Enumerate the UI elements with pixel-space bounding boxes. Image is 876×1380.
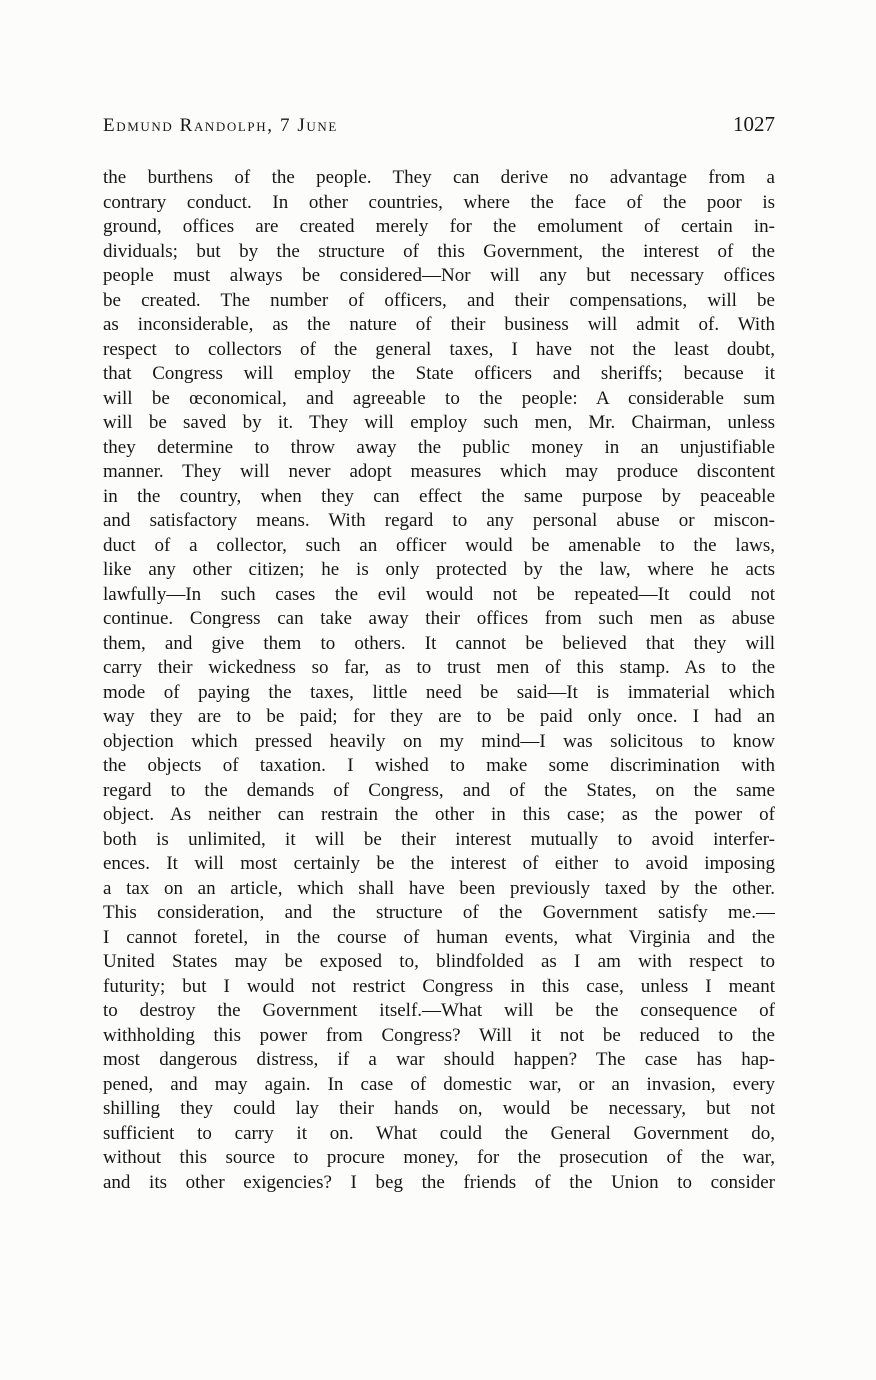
text-line: without this source to procure money, for the prosecution of the war, — [103, 1147, 775, 1168]
text-line: United States may be exposed to, blindfolded as I am with respect to — [103, 951, 775, 972]
text-line: sufficient to carry it on. What could the General Government do, — [103, 1122, 775, 1144]
text-line: continue. Congress can take away their offices from such men as abuse — [103, 608, 775, 629]
text-line: manner. They will never adopt measures which may produce discontent — [103, 461, 775, 482]
text-line: carry their wickedness so far, as to trust men of this stamp. As to the — [103, 657, 775, 678]
text-line: in the country, when they can effect the same purpose by peaceable — [103, 485, 775, 507]
text-line: contrary conduct. In other countries, where the face of the poor is — [103, 191, 775, 213]
page-number: 1027 — [733, 112, 775, 136]
text-line: mode of paying the taxes, little need be said—It is immaterial which — [103, 681, 775, 703]
text-line: regard to the demands of Congress, and of the States, on the same — [103, 779, 775, 801]
text-line: I cannot foretel, in the course of human events, what Virginia and the — [103, 926, 775, 948]
text-line: as inconsiderable, as the nature of their business will admit of. With — [103, 314, 775, 335]
text-line: and its other exigencies? I beg the friends of the Union to consider — [103, 1171, 775, 1193]
text-line: most dangerous distress, if a war should happen? The case has hap- — [103, 1049, 775, 1070]
text-line: duct of a collector, such an officer would be amenable to the laws, — [103, 534, 775, 556]
text-line: ences. It will most certainly be the interest of either to avoid imposing — [103, 853, 775, 874]
text-line: will be saved by it. They will employ such men, Mr. Chairman, unless — [103, 412, 775, 433]
text-line: be created. The number of officers, and their compensations, will be — [103, 289, 775, 311]
text-line: object. As neither can restrain the other in this case; as the power of — [103, 804, 775, 825]
text-line: a tax on an article, which shall have been previously taxed by the other. — [103, 877, 775, 899]
running-title: Edmund Randolph, 7 June — [103, 115, 338, 136]
text-line: them, and give them to others. It cannot be believed that they will — [103, 632, 775, 654]
text-line: This consideration, and the structure of the Government satisfy me.— — [103, 902, 775, 923]
text-line: like any other citizen; he is only protected by the law, where he acts — [103, 559, 775, 580]
text-line: respect to collectors of the general taxes, I have not the least doubt, — [103, 338, 775, 360]
body-text — [103, 166, 775, 1195]
text-line: way they are to be paid; for they are to be paid only once. I had an — [103, 706, 775, 727]
text-line: will be œconomical, and agreeable to the people: A considerable sum — [103, 387, 775, 409]
text-line: they determine to throw away the public money in an unjustifiable — [103, 436, 775, 458]
text-line: both is unlimited, it will be their interest mutually to avoid interfer- — [103, 828, 775, 850]
text-line: pened, and may again. In case of domestic war, or an invasion, every — [103, 1073, 775, 1095]
text-line: that Congress will employ the State officers and sheriffs; because it — [103, 363, 775, 384]
text-line: withholding this power from Congress? Will it not be reduced to the — [103, 1024, 775, 1046]
text-line: the burthens of the people. They can derive no advantage from a — [103, 167, 775, 188]
text-line: objection which pressed heavily on my mind—I was solicitous to know — [103, 730, 775, 752]
text-line: dividuals; but by the structure of this Government, the interest of the — [103, 240, 775, 262]
text-line: and satisfactory means. With regard to any personal abuse or miscon- — [103, 510, 775, 531]
text-line: to destroy the Government itself.—What will be the consequence of — [103, 1000, 775, 1021]
text-line: futurity; but I would not restrict Congress in this case, unless I meant — [103, 975, 775, 997]
text-line: the objects of taxation. I wished to make some discrimination with — [103, 755, 775, 776]
page-header — [103, 112, 775, 137]
text-line: people must always be considered—Nor will any but necessary offices — [103, 265, 775, 286]
text-line: lawfully—In such cases the evil would not be repeated—It could not — [103, 583, 775, 605]
text-line: shilling they could lay their hands on, would be necessary, but not — [103, 1098, 775, 1119]
text-line: ground, offices are created merely for the emolument of certain in- — [103, 216, 775, 237]
